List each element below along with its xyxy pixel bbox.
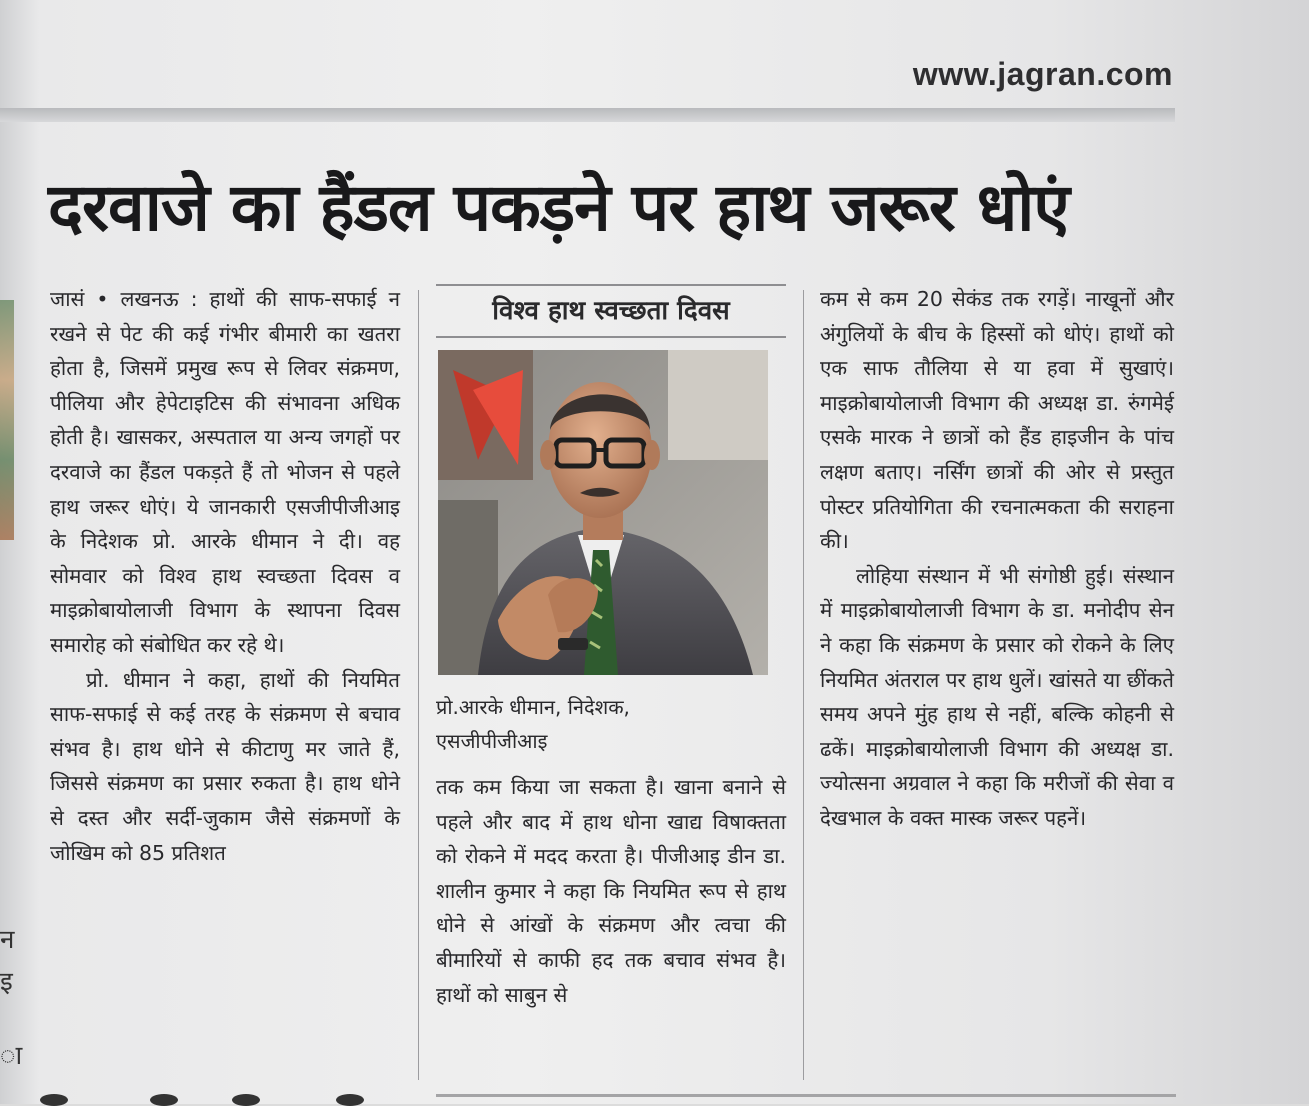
column-divider: [418, 290, 419, 1080]
adjacent-column-fragment: इ: [0, 967, 13, 997]
paragraph: जासं • लखनऊ : हाथों की साफ-सफाई न रखने से पेट की कई गंभीर बीमारी का खतरा होता है, जिसमें प्रमुख रूप से लिवर संक्रमण, पीलिया और हेपेटाइटिस की संभावना अधिक होती है। खासकर, अस्पताल या अन्य जगहों पर दरवाजे का हैंडल पकड़ते हैं तो भोजन से पहले हाथ जरूर धोएं। ये जानकारी एसजीपीजीआइ के निदेशक प्रो. आरके धीमान ने दी। वह सोमवार को विश्व हाथ स्वच्छता दिवस व माइक्रोबायोलाजी विभाग के स्थापना दिवस समारोह को संबोधित कर रहे थे।: [50, 287, 400, 657]
caption-line: प्रो.आरके धीमान, निदेशक,: [436, 695, 630, 719]
adjacent-column-fragment: न: [0, 925, 15, 955]
next-article-fragment: [40, 1094, 68, 1106]
article-column-3: [820, 282, 1174, 836]
column-divider: [803, 290, 804, 1080]
adjacent-column-fragment: ा: [0, 1041, 23, 1071]
paragraph: कम से कम 20 सेकंड तक रगड़ें। नाखूनों और अंगुलियों के बीच के हिस्सों को धोएं। हाथों को एक साफ तौलिया से या हवा में सुखाएं। माइक्रोबायोलाजी विभाग की अध्यक्ष डा. रुंगमेई एसके मारक ने छात्रों को हैंड हाइजीन के पांच लक्षण बताए। नर्सिंग छात्रों की ओर से प्रस्तुत पोस्टर प्रतियोगिता की रचनात्मकता की सराहना की।: [820, 287, 1174, 554]
portrait-photo: [438, 350, 768, 675]
article-headline: दरवाजे का हैंडल पकड़ने पर हाथ जरूर धोएं: [48, 169, 1069, 246]
caption-line: एसजीपीजीआइ: [436, 729, 548, 753]
section-label: विश्व हाथ स्वच्छता दिवस: [436, 284, 786, 338]
adjacent-photo-edge: [0, 300, 14, 540]
next-article-fragment: [232, 1094, 260, 1106]
next-article-fragment: [336, 1094, 364, 1106]
paragraph: प्रो. धीमान ने कहा, हाथों की नियमित साफ-सफाई से कई तरह के संक्रमण से बचाव संभव है। हाथ धोने से कीटाणु मर जाते हैं, जिससे संक्रमण का प्रसार रुकता है। हाथ धोने से दस्त और सर्दी-जुकाम जैसे संक्रमणों के जोखिम को 85 प्रतिशत: [50, 667, 400, 865]
next-article-fragment: [150, 1094, 178, 1106]
article-column-1: [50, 282, 400, 870]
header-rule: [0, 108, 1175, 122]
photo-caption: [436, 690, 786, 758]
footer-rule: [436, 1094, 1176, 1097]
portrait-photo-icon: [438, 350, 768, 675]
paragraph: लोहिया संस्थान में भी संगोष्ठी हुई। संस्थान में माइक्रोबायोलाजी विभाग के डा. मनोदीप सेन ने कहा कि संक्रमण के प्रसार को रोकने के लिए नियमित अंतराल पर हाथ धुलें। खांसते या छींकते समय अपने मुंह हाथ से नहीं, बल्कि कोहनी से ढकें। माइक्रोबायोलाजी विभाग की अध्यक्ष डा. ज्योत्सना अग्रवाल ने कहा कि मरीजों की सेवा व देखभाल के वक्त मास्क जरूर पहनें।: [820, 563, 1174, 830]
article-column-2: [436, 770, 786, 1012]
paragraph: तक कम किया जा सकता है। खाना बनाने से पहले और बाद में हाथ धोना खाद्य विषाक्तता को रोकने में मदद करता है। पीजीआइ डीन डा. शालीन कुमार ने कहा कि नियमित रूप से हाथ धोने से आंखों के संक्रमण और त्वचा की बीमारियों से काफी हद तक बचाव संभव है। हाथों को साबुन से: [436, 775, 786, 1007]
site-url: www.jagran.com: [912, 56, 1173, 92]
